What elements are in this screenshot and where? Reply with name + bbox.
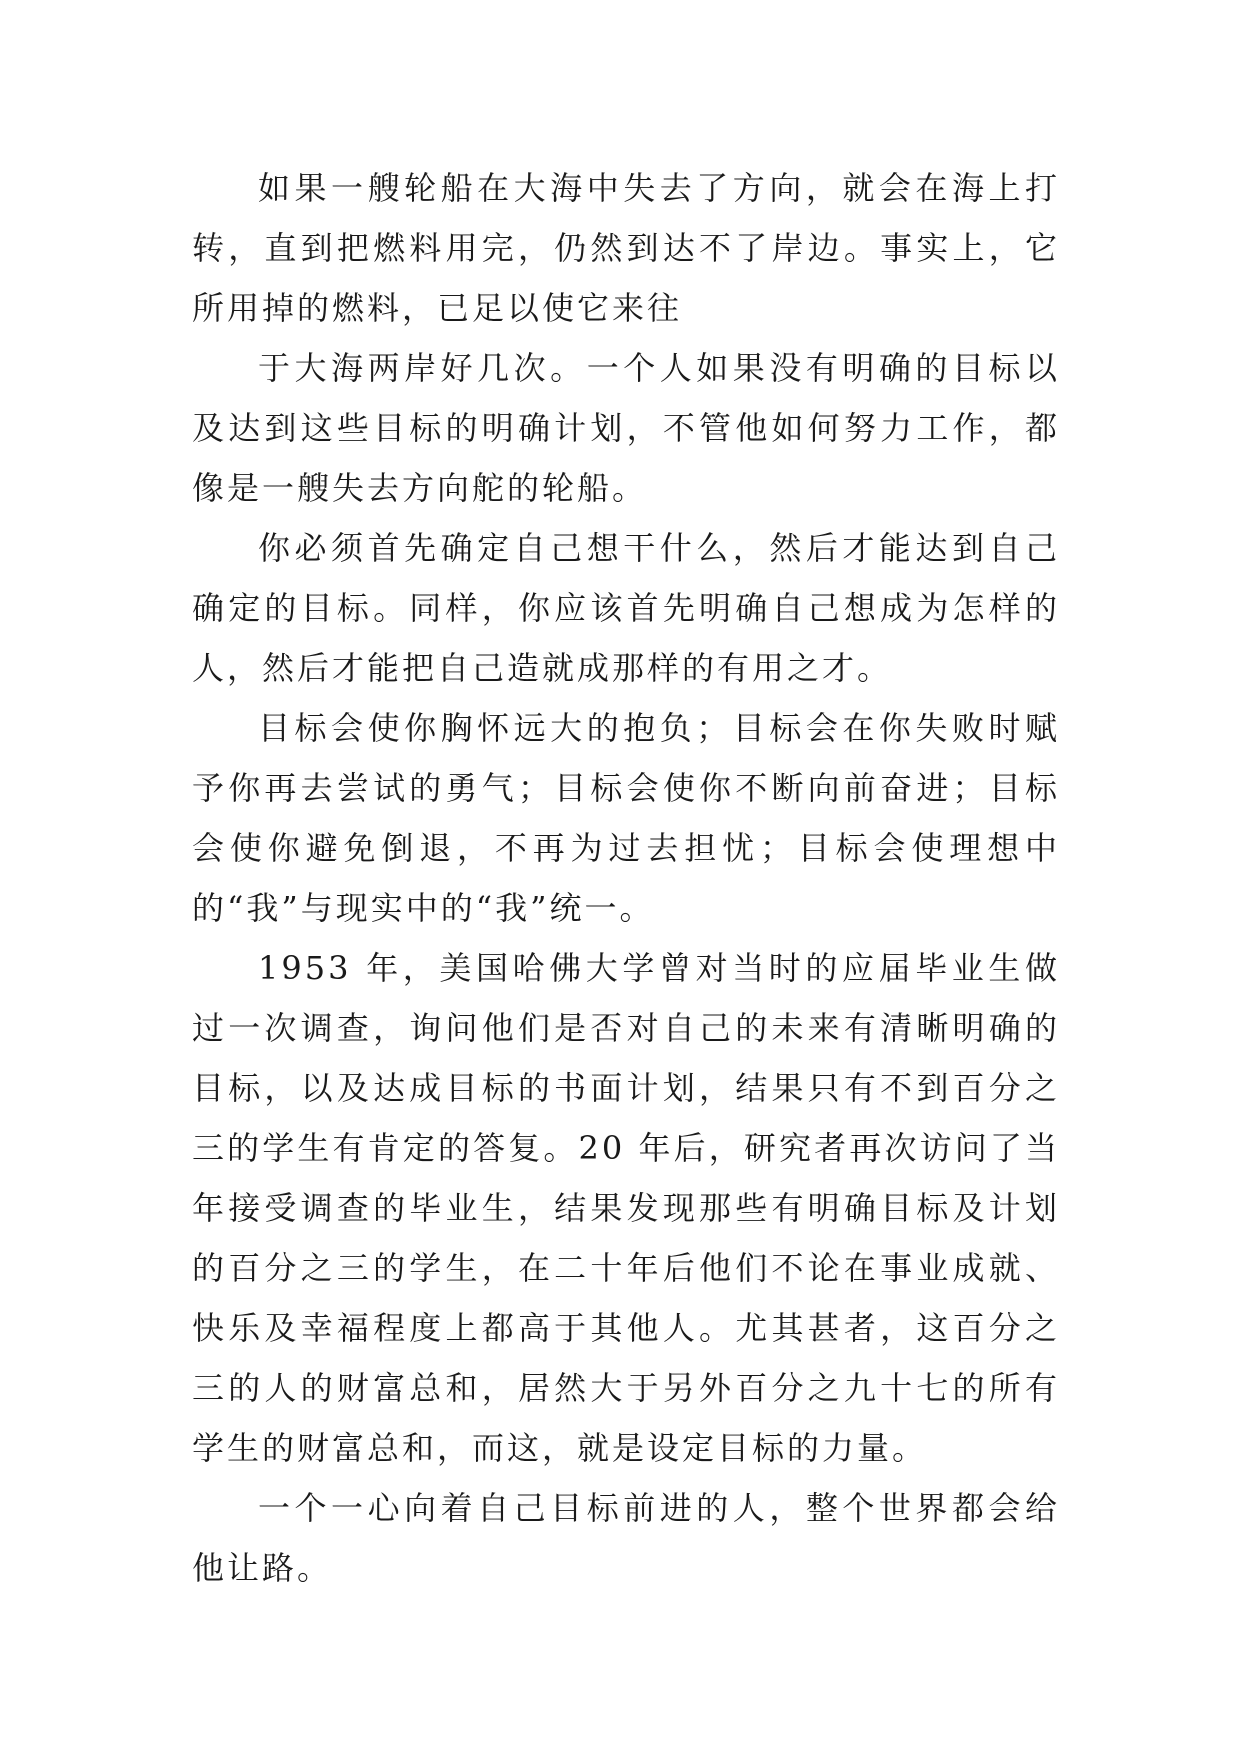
paragraph-conclusion: 一个一心向着自己目标前进的人，整个世界都会给他让路。: [192, 1489, 1060, 1587]
paragraph-decide: 你必须首先确定自己想干什么，然后才能达到自己确定的目标。同样，你应该首先明确自己想成为怎样的人，然后才能把自己造就成那样的有用之才。: [192, 529, 1060, 687]
paragraph-goal-effects: 目标会使你胸怀远大的抱负；目标会在你失败时赋予你再去尝试的勇气；目标会使你不断向前奋进；目标会使你避免倒退，不再为过去担忧；目标会使理想中的“我”与现实中的“我”统一。: [192, 709, 1060, 927]
document-body: [192, 158, 1060, 1598]
paragraph-ship-continued: 于大海两岸好几次。一个人如果没有明确的目标以及达到这些目标的明确计划，不管他如何努力工作，都像是一艘失去方向舵的轮船。: [192, 349, 1060, 507]
paragraph-ship: 如果一艘轮船在大海中失去了方向，就会在海上打转，直到把燃料用完，仍然到达不了岸边。事实上，它所用掉的燃料，已足以使它来往: [192, 169, 1060, 327]
paragraph-harvard-survey: 1953 年，美国哈佛大学曾对当时的应届毕业生做过一次调查，询问他们是否对自己的未来有清晰明确的目标，以及达成目标的书面计划，结果只有不到百分之三的学生有肯定的答复。20 年后，研究者再次访问了当年接受调查的毕业生，结果发现那些有明确目标及计划的百分之三的学生，在二十年后他们不论在事业成就、快乐及幸福程度上都高于其他人。尤其甚者，这百分之三的人的财富总和，居然大于另外百分之九十七的所有学生的财富总和，而这，就是设定目标的力量。: [192, 949, 1060, 1467]
